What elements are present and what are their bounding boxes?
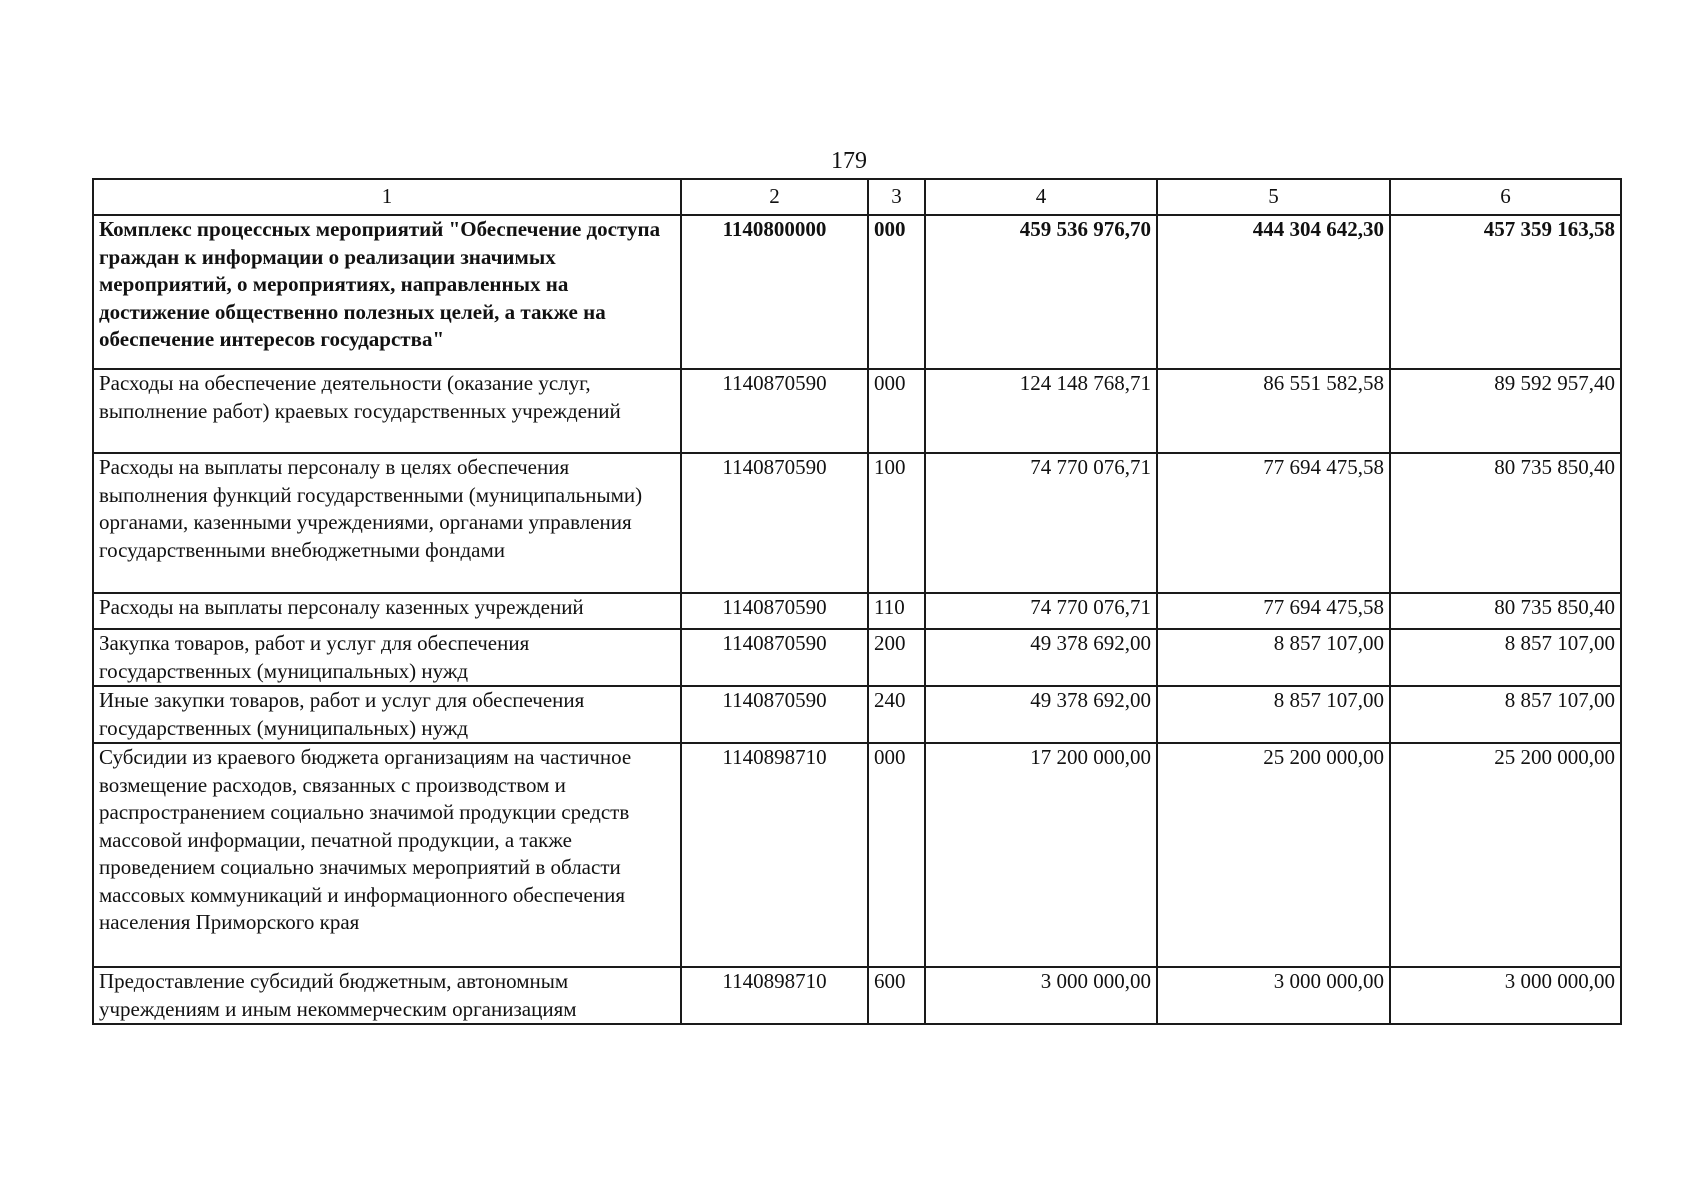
row-value-4: 3 000 000,00: [925, 967, 1157, 1024]
row-code: 1140870590: [681, 369, 868, 453]
row-value-5: 86 551 582,58: [1157, 369, 1390, 453]
row-expense-type: 000: [868, 215, 925, 369]
row-name: Расходы на обеспечение деятельности (оказание услуг, выполнение работ) краевых государственных учреждений: [93, 369, 681, 453]
row-code: 1140870590: [681, 593, 868, 629]
table-row: [93, 453, 1621, 593]
column-header-5: 5: [1157, 179, 1390, 215]
table-row: [93, 215, 1621, 369]
row-value-5: 77 694 475,58: [1157, 593, 1390, 629]
column-header-6: 6: [1390, 179, 1621, 215]
budget-table: [92, 178, 1622, 1025]
row-value-6: 25 200 000,00: [1390, 743, 1621, 967]
header-row: [93, 179, 1621, 215]
row-value-5: 444 304 642,30: [1157, 215, 1390, 369]
row-value-4: 459 536 976,70: [925, 215, 1157, 369]
row-name: Комплекс процессных мероприятий "Обеспечение доступа граждан к информации о реализации значимых мероприятий, о мероприятиях, направленных на достижение общественно полезных целей, а также на обеспечение интересов государства": [93, 215, 681, 369]
row-name: Иные закупки товаров, работ и услуг для обеспечения государственных (муниципальных) нужд: [93, 686, 681, 743]
column-header-4: 4: [925, 179, 1157, 215]
row-code: 1140870590: [681, 629, 868, 686]
row-expense-type: 100: [868, 453, 925, 593]
row-value-4: 74 770 076,71: [925, 593, 1157, 629]
table-row: [93, 369, 1621, 453]
row-code: 1140898710: [681, 743, 868, 967]
row-value-4: 49 378 692,00: [925, 629, 1157, 686]
row-name: Субсидии из краевого бюджета организациям на частичное возмещение расходов, связанных с производством и распространением социально значимой продукции средств массовой информации, печатной продукции, а также проведением социально значимых мероприятий в области массовых коммуникаций и информационного обеспечения населения Приморского края: [93, 743, 681, 967]
table-row: [93, 629, 1621, 686]
row-name: Закупка товаров, работ и услуг для обеспечения государственных (муниципальных) нужд: [93, 629, 681, 686]
table-row: [93, 967, 1621, 1024]
row-expense-type: 200: [868, 629, 925, 686]
row-value-6: 457 359 163,58: [1390, 215, 1621, 369]
row-value-6: 89 592 957,40: [1390, 369, 1621, 453]
row-value-4: 124 148 768,71: [925, 369, 1157, 453]
row-name: Расходы на выплаты персоналу казенных учреждений: [93, 593, 681, 629]
row-value-4: 74 770 076,71: [925, 453, 1157, 593]
row-value-5: 3 000 000,00: [1157, 967, 1390, 1024]
row-expense-type: 110: [868, 593, 925, 629]
row-value-5: 8 857 107,00: [1157, 629, 1390, 686]
row-name: Расходы на выплаты персоналу в целях обеспечения выполнения функций государственными (муниципальными) органами, казенными учреждениями, органами управления государственными внебюджетными фондами: [93, 453, 681, 593]
row-value-6: 3 000 000,00: [1390, 967, 1621, 1024]
row-expense-type: 240: [868, 686, 925, 743]
row-value-5: 77 694 475,58: [1157, 453, 1390, 593]
row-name: Предоставление субсидий бюджетным, автономным учреждениям и иным некоммерческим организациям: [93, 967, 681, 1024]
row-expense-type: 000: [868, 369, 925, 453]
row-expense-type: 600: [868, 967, 925, 1024]
row-value-5: 25 200 000,00: [1157, 743, 1390, 967]
column-header-3: 3: [868, 179, 925, 215]
row-value-6: 8 857 107,00: [1390, 629, 1621, 686]
row-code: 1140870590: [681, 686, 868, 743]
row-value-6: 80 735 850,40: [1390, 453, 1621, 593]
row-value-5: 8 857 107,00: [1157, 686, 1390, 743]
column-header-2: 2: [681, 179, 868, 215]
row-value-6: 80 735 850,40: [1390, 593, 1621, 629]
page-number: 179: [831, 148, 867, 174]
row-code: 1140870590: [681, 453, 868, 593]
table-row: [93, 743, 1621, 967]
column-header-1: 1: [93, 179, 681, 215]
row-value-4: 49 378 692,00: [925, 686, 1157, 743]
row-expense-type: 000: [868, 743, 925, 967]
row-value-4: 17 200 000,00: [925, 743, 1157, 967]
row-code: 1140800000: [681, 215, 868, 369]
row-value-6: 8 857 107,00: [1390, 686, 1621, 743]
table-row: [93, 686, 1621, 743]
table-row: [93, 593, 1621, 629]
row-code: 1140898710: [681, 967, 868, 1024]
